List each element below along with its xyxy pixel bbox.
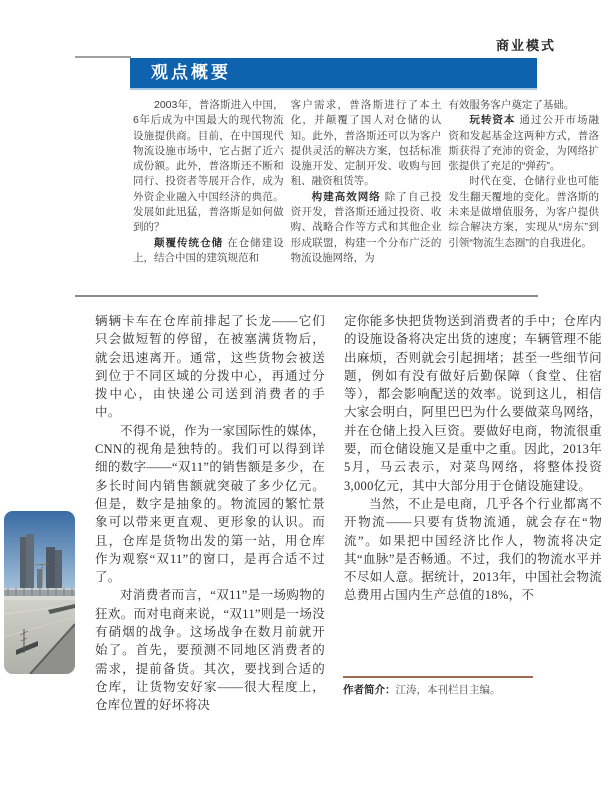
summary-paragraph: 有效服务客户奠定了基础。: [448, 99, 575, 111]
rooftop-photo: [4, 511, 75, 674]
summary-columns: [133, 98, 599, 266]
author-bio-text: 江涛，本刊栏目主编。: [395, 685, 501, 696]
body-paragraph: 定你能多快把货物送到消费者的手中；仓库内的设施设备将决定出货的速度；车辆管理不能出麻烦，否则就会引起拥堵；甚至一些细节问题，例如有没有做好后勤保障（食堂、住宿等），都会影响配送的效率。说到这儿，相信大家会明白，阿里巴巴为什么要做菜鸟网络，并在仓储上投入巨资。要做好电商，物流很重要，而仓储设施又是重中之重。因此，2013年5月，马云表示，对菜鸟网络，将整体投资3,000亿元，其中大部分用于仓储设施建设。: [344, 314, 602, 493]
summary-paragraph: 玩转资本 通过公开市场融资和发起基金这两种方式，普洛斯获得了充沛的资金，为网络扩张提供了充足的“弹药”。: [448, 114, 600, 173]
summary-bottom-rule: [75, 295, 538, 297]
summary-paragraph: 客户需求，普洛斯进行了本土化，并颠覆了国人对仓储的认知。此外，普洛斯还可以为客户提供灵活的解决方案，包括标准设施开发、定制开发、收购与回租、融资租赁等。: [290, 99, 442, 188]
summary-runin-heading: 构建高效网络: [311, 190, 381, 203]
summary-paragraph: 构建高效网络 除了自己投资开发，普洛斯还通过投资、收购、战略合作等方式和其他企业形成联盟，构建一个分布广泛的物流设施网络，为: [290, 190, 442, 264]
summary-paragraph: 时代在变，仓储行业也可能发生翻天覆地的变化。普洛斯的未来是做增值服务，为客户提供综合解决方案，实现从“房东”到引领“物流生态圈”的自我进化。: [448, 175, 600, 249]
body-paragraph: 辆辆卡车在仓库前排起了长龙——它们只会做短暂的停留，在被塞满货物后，就会迅速离开。通常，这些货物会被送到位于不同区域的分拨中心，再通过分拨中心，由快递公司送到消费者的手中。: [95, 314, 325, 420]
top-rule: [75, 56, 131, 58]
summary-column-3: [448, 98, 599, 266]
author-bio-label: 作者简介：: [343, 684, 396, 696]
body-paragraph: 不得不说，作为一家国际性的媒体，CNN的视角是独特的。我们可以得到详细的数字——“双11”的销售额是多少，在多长时间内销售额就突破了多少亿元。但是，数字是抽象的。物流园的繁忙景象可以带来更直观、更形象的认识。而且，仓库是货物出发的第一站，用仓库作为观察“双11”的窗口，是再合适不过了。: [95, 423, 325, 585]
summary-column-1: [133, 98, 284, 266]
section-label: 商业模式: [495, 38, 556, 53]
body-paragraph: 当然，不止是电商，几乎各个行业都离不开物流——只要有货物流通，就会存在“物流”。如果把中国经济比作人，物流将决定其“血脉”是否畅通。不过，我们的物流水平并不尽如人意。据统计，2013年，中国社会物流总费用占国内生产总值的18%，不: [344, 496, 602, 603]
body-column-left: [95, 312, 325, 715]
summary-column-2: [291, 98, 442, 266]
body-column-right: [344, 312, 602, 605]
summary-runin-heading: 颠覆传统仓储: [154, 236, 224, 249]
author-rule: [343, 676, 533, 678]
rooftop-photo-illustration: [4, 511, 75, 674]
body-paragraph: 对消费者而言，“双11”是一场购物的狂欢。而对电商来说，“双11”则是一场没有硝烟的战争。这场战争在数月前就开始了。首先，要预测不同地区消费者的需求，提前备货。其次，要找到合适的仓库，让货物安好家——很大程度上，仓库位置的好坏将决: [95, 588, 325, 713]
summary-runin-heading: 玩转资本: [469, 114, 516, 127]
summary-paragraph: 颠覆传统仓储 在仓储建设上，结合中国的建筑规范和: [133, 236, 284, 264]
summary-title-bar: [130, 58, 537, 90]
summary-paragraph: 2003年，普洛斯进入中国，6年后成为中国最大的现代物流设施提供商。目前，在中国现代物流设施市场中，它占据了近六成份额。此外，普洛斯还不断和同行、投资者等展开合作，成为外资企业融入中国经济的典范。发展如此迅猛，普洛斯是如何做到的？: [133, 99, 284, 234]
author-bio: [343, 682, 593, 699]
summary-box-title: 观点概要: [151, 63, 231, 82]
